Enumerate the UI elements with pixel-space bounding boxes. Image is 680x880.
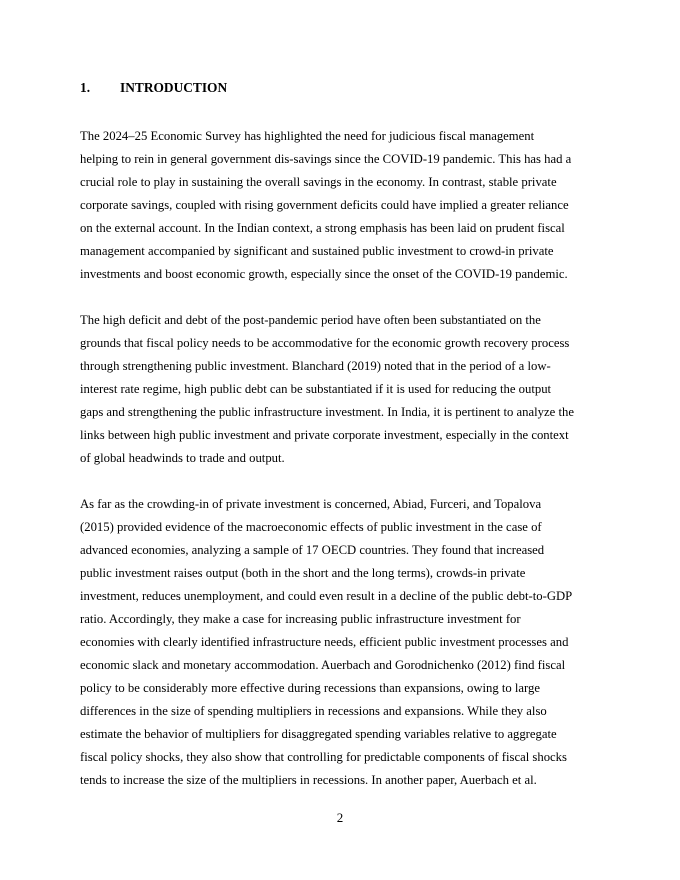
paragraph-line: estimate the behavior of multipliers for disaggregated spending variables relative to aggregate bbox=[80, 727, 557, 741]
paragraph-line: advanced economies, analyzing a sample of 17 OECD countries. They found that increased bbox=[80, 543, 545, 557]
paragraph-line: investments and boost economic growth, especially since the onset of the COVID-19 pandemic. bbox=[80, 267, 568, 281]
paragraph-line: links between high public investment and private corporate investment, especially in the context bbox=[80, 428, 569, 442]
paragraph-line: interest rate regime, high public debt can be substantiated if it is used for reducing the output bbox=[80, 382, 552, 396]
paragraph-line: gaps and strengthening the public infrastructure investment. In India, it is pertinent to analyze the bbox=[80, 405, 574, 419]
paragraph-line: tends to increase the size of the multipliers in recessions. In another paper, Auerbach et al. bbox=[80, 773, 537, 787]
paragraph-line: The 2024–25 Economic Survey has highlighted the need for judicious fiscal management bbox=[80, 129, 535, 143]
section-title: INTRODUCTION bbox=[120, 80, 228, 95]
paragraph-line: through strengthening public investment. Blanchard (2019) noted that in the period of a low- bbox=[80, 359, 551, 373]
paragraph-1 bbox=[80, 125, 600, 286]
paragraph-line: The high deficit and debt of the post-pandemic period have often been substantiated on the bbox=[80, 313, 541, 327]
paragraph-3 bbox=[80, 493, 600, 792]
paragraph-line: crucial role to play in sustaining the overall savings in the economy. In contrast, stable private bbox=[80, 175, 557, 189]
paragraph-line: ratio. Accordingly, they make a case for increasing public infrastructure investment for bbox=[80, 612, 521, 626]
section-number: 1. bbox=[80, 80, 91, 95]
paragraph-line: policy to be considerably more effective during recessions than expansions, owing to large bbox=[80, 681, 541, 695]
section-heading bbox=[80, 79, 600, 97]
paragraph-2 bbox=[80, 309, 600, 470]
paragraph-line: (2015) provided evidence of the macroeconomic effects of public investment in the case of bbox=[80, 520, 542, 534]
page-number: 2 bbox=[336, 810, 344, 825]
document-page bbox=[80, 79, 600, 815]
paragraph-line: differences in the size of spending multipliers in recessions and expansions. While they also bbox=[80, 704, 547, 718]
paragraph-line: on the external account. In the Indian context, a strong emphasis has been laid on prudent fiscal bbox=[80, 221, 565, 235]
paragraph-line: helping to rein in general government dis-savings since the COVID-19 pandemic. This has had a bbox=[80, 152, 572, 166]
paragraph-line: grounds that fiscal policy needs to be accommodative for the economic growth recovery process bbox=[80, 336, 570, 350]
paragraph-line: investment, reduces unemployment, and could even result in a decline of the public debt-to-GDP bbox=[80, 589, 573, 603]
paragraph-line: fiscal policy shocks, they also show that controlling for predictable components of fiscal shocks bbox=[80, 750, 567, 764]
paragraph-line: of global headwinds to trade and output. bbox=[80, 451, 285, 465]
paragraph-line: public investment raises output (both in the short and the long terms), crowds-in private bbox=[80, 566, 526, 580]
paragraph-line: management accompanied by significant and sustained public investment to crowd-in private bbox=[80, 244, 554, 258]
paragraph-line: economies with clearly identified infrastructure needs, efficient public investment processes and bbox=[80, 635, 569, 649]
paragraph-line: corporate savings, coupled with rising government deficits could have implied a greater reliance bbox=[80, 198, 569, 212]
paragraph-line: As far as the crowding-in of private investment is concerned, Abiad, Furceri, and Topalova bbox=[80, 497, 542, 511]
paragraph-line: economic slack and monetary accommodation. Auerbach and Gorodnichenko (2012) find fiscal bbox=[80, 658, 566, 672]
